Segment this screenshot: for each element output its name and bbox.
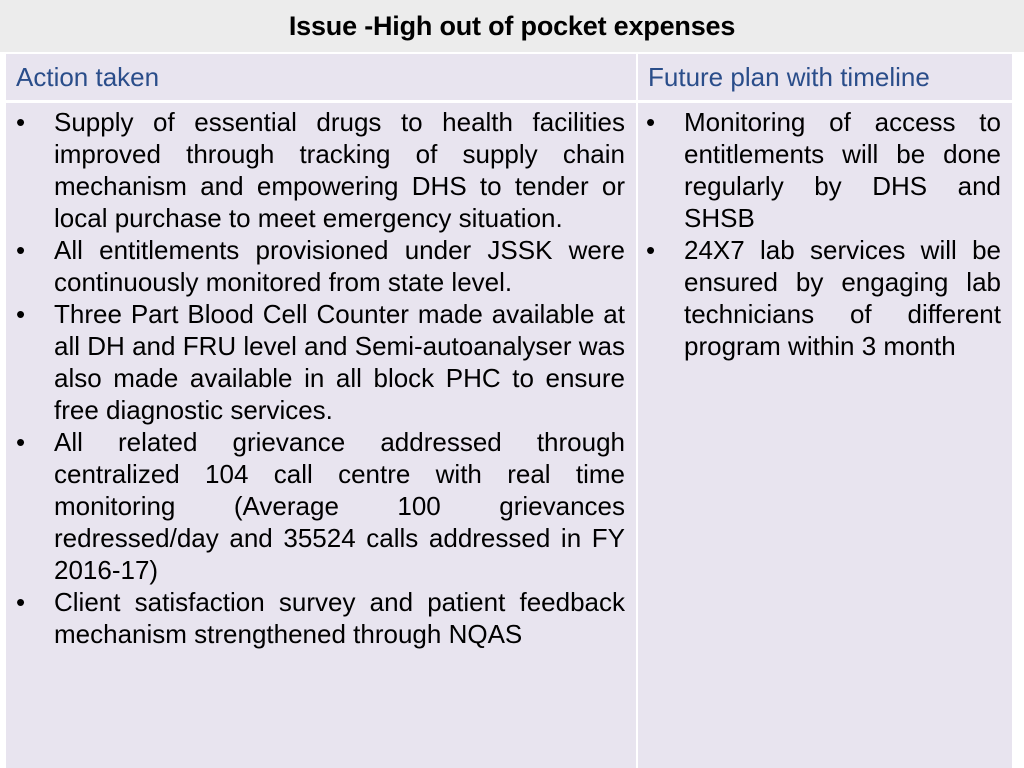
list-item-text: 24X7 lab services will be ensured by engaging lab technicians of different program within 3 month	[684, 235, 1001, 361]
column-divider	[636, 54, 638, 768]
list-item	[16, 234, 625, 298]
bullet-icon: •	[646, 235, 656, 265]
list-item	[646, 234, 1001, 362]
future-plan-list	[646, 106, 1001, 362]
bullet-icon: •	[16, 107, 26, 137]
list-item	[16, 298, 625, 426]
list-item	[16, 106, 625, 234]
content-table	[6, 54, 1012, 768]
list-item	[16, 426, 625, 586]
list-item-text: Monitoring of access to entitlements will be done regularly by DHS and SHSB	[684, 107, 1001, 233]
bullet-icon: •	[646, 107, 656, 137]
list-item-text: Supply of essential drugs to health facilities improved through tracking of supply chain mechanism and empowering DHS to tender or local purchase to meet emergency situation.	[54, 107, 625, 233]
list-item-text: All related grievance addressed through centralized 104 call centre with real time monitoring (Average 100 grievances redressed/day and 35524 calls addressed in FY 2016-17)	[54, 427, 625, 585]
title-bar	[0, 0, 1024, 52]
header-divider	[6, 100, 1012, 103]
action-taken-cell	[16, 106, 625, 650]
action-taken-list	[16, 106, 625, 650]
future-plan-cell	[646, 106, 1001, 362]
bullet-icon: •	[16, 587, 26, 617]
list-item-text: Client satisfaction survey and patient feedback mechanism strengthened through NQAS	[54, 587, 625, 649]
bullet-icon: •	[16, 235, 26, 265]
bullet-icon: •	[16, 427, 26, 457]
page-title: Issue -High out of pocket expenses	[288, 10, 736, 41]
list-item	[16, 586, 625, 650]
list-item	[646, 106, 1001, 234]
header-action-taken: Action taken	[16, 61, 160, 92]
list-item-text: All entitlements provisioned under JSSK were continuously monitored from state level.	[54, 235, 625, 297]
header-future-plan: Future plan with timeline	[648, 61, 930, 92]
list-item-text: Three Part Blood Cell Counter made available at all DH and FRU level and Semi-autoanalyser was also made available in all block PHC to ensure free diagnostic services.	[54, 299, 625, 425]
bullet-icon: •	[16, 299, 26, 329]
